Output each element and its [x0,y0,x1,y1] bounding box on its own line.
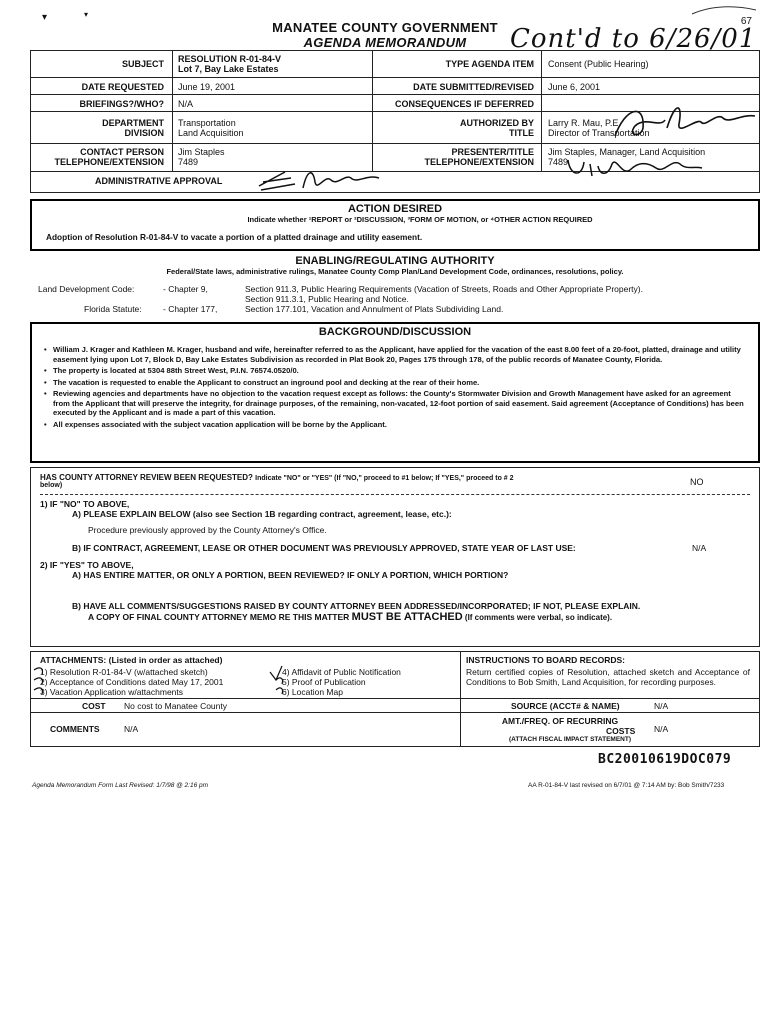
scan-mark: ▾ [42,12,48,23]
handwritten-note: Cont'd to 6/26/01 [510,24,757,54]
q1b-answer: N/A [692,543,707,553]
cost-label: COST [82,701,106,711]
q2-label: 2) IF "YES" TO ABOVE, [40,560,134,570]
list-item: • The vacation is requested to enable the Applicant to construct an inground pool and decking at the rear of their home. [44,378,744,388]
source-label: SOURCE (ACCT# & NAME) [511,701,620,711]
authority-row1-chapter: - Chapter 9, [163,284,208,294]
divider [30,712,760,713]
admin-approval-label: ADMINISTRATIVE APPROVAL [95,176,223,186]
consequences-label: CONSEQUENCES IF DEFERRED [394,99,534,109]
attorney-question-note-2: below) [40,482,63,489]
attorney-question-note: Indicate "NO" or "YES" (If "NO," proceed to #1 below; If "YES," proceed to # 2 [255,475,514,482]
org-name: MANATEE COUNTY GOVERNMENT [272,20,498,35]
authority-title: ENABLING/REGULATING AUTHORITY [295,255,495,267]
scan-mark-2: ▾ [84,10,89,19]
comments-label: COMMENTS [50,724,100,734]
attachment-item: 2) Acceptance of Conditions dated May 17, 2001 [40,677,224,687]
background-title: BACKGROUND/DISCUSSION [318,326,472,338]
check-marks [30,664,300,700]
attachment-item: 3) Vacation Application w/attachments [40,687,184,697]
background-list [44,345,744,431]
authorized-value: Larry R. Mau, P.E. [548,118,621,128]
col-divider [460,651,461,747]
date-requested-value: June 19, 2001 [178,82,236,92]
amt-label-3: (ATTACH FISCAL IMPACT STATEMENT) [508,736,632,743]
authority-row2-label: Florida Statute: [84,304,142,314]
dashed-divider [40,494,750,495]
q2a-label: A) HAS ENTIRE MATTER, OR ONLY A PORTION, BEEN REVIEWED? IF ONLY A PORTION, WHICH PORTION? [72,570,509,580]
col-divider [172,50,173,171]
type-label: TYPE AGENDA ITEM [445,59,534,69]
list-item: • The property is located at 5304 88th Street West, P.I.N. 76574.0520/0. [44,366,744,376]
type-value: Consent (Public Hearing) [548,59,649,69]
amt-label-1: AMT./FREQ. OF RECURRING [501,716,619,726]
q2b-line2-text: A COPY OF FINAL COUNTY ATTORNEY MEMO RE THIS MATTER [88,612,352,622]
telephone-label: TELEPHONE/EXTENSION [54,157,164,167]
list-item: • All expenses associated with the subject vacation application will be borne by the Applicant. [44,420,744,430]
date-requested-label: DATE REQUESTED [81,82,164,92]
authority-row2-text: Section 177.101, Vacation and Annulment of Plats Subdividing Land. [245,304,504,314]
amt-value: N/A [654,724,669,734]
title-label: TITLE [509,128,534,138]
divider [30,77,760,78]
contact-label: CONTACT PERSON [80,147,164,157]
attachment-item: 6) Location Map [282,687,343,697]
cost-value: No cost to Manatee County [124,701,228,711]
authority-row1-label: Land Development Code: [38,284,135,294]
q2b-line2 [88,611,612,623]
authority-row2-chapter: - Chapter 177, [163,304,218,314]
action-text: Adoption of Resolution R-01-84-V to vacate a portion of a platted drainage and utility easement. [46,232,423,242]
department-value: Transportation [178,118,236,128]
briefings-value: N/A [178,99,194,109]
division-value: Land Acquisition [178,128,244,138]
q2b-line2-note: (If comments were verbal, so indicate). [462,613,613,622]
attachment-item: 4) Affidavit of Public Notification [282,667,401,677]
presenter-signature [560,150,710,182]
subject-label: SUBJECT [121,59,164,69]
briefings-label: BRIEFINGS?/WHO? [79,99,164,109]
page-number: 67 [740,16,752,27]
date-submitted-value: June 6, 2001 [548,82,601,92]
list-item: • Reviewing agencies and departments have no objection to the vacation request except as follows: the County's Stormwater Division and Growth Management have asked for an agreement from the Applicant that will preserve the integrity, for drainage purposes, of the remaining, non-vacated, 12-foot portion of said easement. Said agreement (Acceptance of Conditions) has been executed by the Applicant and is made a part of this vacation. [44,389,744,418]
admin-signature [255,164,395,194]
action-title: ACTION DESIRED [347,203,443,215]
presenter-tel-label: TELEPHONE/EXTENSION [424,157,534,167]
attachment-item: 5) Proof of Publication [282,677,366,687]
authority-row1-text1: Section 911.3, Public Hearing Requirements (Vacation of Streets, Roads and Other Appropriate Property). [245,284,643,294]
list-item: • William J. Krager and Kathleen M. Krager, husband and wife, hereinafter referred to as the Applicant, have applied for the vacation of the east 8.00 feet of a 20-foot, platted, drainage and utility easement lying upon Lot 7, Block D, Bay Lake Estates Subdivision as recorded in Plat Book 20, Pages 175 through 178, of the public records of Manatee County, Florida. [44,345,744,364]
instructions-title: INSTRUCTIONS TO BOARD RECORDS: [466,655,625,665]
date-submitted-label: DATE SUBMITTED/REVISED [413,82,534,92]
attorney-question-text: HAS COUNTY ATTORNEY REVIEW BEEN REQUESTED? [40,473,253,482]
corner-mark [690,4,760,18]
authority-row1-text2: Section 911.3.1, Public Hearing and Notice. [245,294,409,304]
subject-value-2: Lot 7, Bay Lake Estates [178,64,279,74]
action-instruction: Indicate whether ¹REPORT or ²DISCUSSION, ³FORM OF MOTION, or ⁴OTHER ACTION REQUIRED [247,215,593,224]
authority-subtitle: Federal/State laws, administrative rulings, Manatee County Comp Plan/Land Development Code, ordinances, resolutions, policy. [166,267,624,276]
authorized-label: AUTHORIZED BY [460,118,534,128]
title-value: Director of Transportation [548,128,650,138]
instructions-text: Return certified copies of Resolution, attached sketch and Acceptance of Conditions to Bob Smith, Land Acquisition, for recording purposes. [466,667,750,687]
amt-label-2: COSTS [606,726,636,736]
telephone-value: 7489 [178,157,199,167]
department-label: DEPARTMENT [102,118,164,128]
doc-id: BC20010619DOC079 [598,752,732,767]
q1a-label: A) PLEASE EXPLAIN BELOW (also see Section 1B regarding contract, agreement, lease, etc.): [72,509,452,519]
contact-value: Jim Staples [178,147,225,157]
presenter-label: PRESENTER/TITLE [451,147,534,157]
q2b-must-attach: MUST BE ATTACHED [351,611,463,623]
footer-right: AA R-01-84-V last revised on 6/7/01 @ 7:14 AM by: Bob Smith/7233 [528,782,725,789]
footer-left: Agenda Memorandum Form Last Revised: 1/7/98 @ 2:16 pm [32,782,209,789]
division-label: DIVISION [124,128,164,138]
attorney-question [40,473,514,482]
attachment-item: 1) Resolution R-01-84-V (w/attached sketch) [40,667,208,677]
subject-value-1: RESOLUTION R-01-84-V [178,54,282,64]
col-divider [541,50,542,171]
divider [30,143,760,144]
q1b-label: B) IF CONTRACT, AGREEMENT, LEASE OR OTHER DOCUMENT WAS PREVIOUSLY APPROVED, STATE YEAR OF LAST USE: [72,543,576,553]
divider [30,94,760,95]
comments-value: N/A [124,724,139,734]
authorized-signature [605,98,760,143]
q1-label: 1) IF "NO" TO ABOVE, [40,499,130,509]
presenter-value: Jim Staples, Manager, Land Acquisition [548,147,706,157]
source-value: N/A [654,701,669,711]
attorney-answer: NO [690,477,704,487]
presenter-tel-value: 7489 [548,157,569,167]
attachments-title: ATTACHMENTS: (Listed in order as attached) [40,655,223,665]
q1a-answer: Procedure previously approved by the County Attorney's Office. [88,525,327,535]
q2b-label: B) HAVE ALL COMMENTS/SUGGESTIONS RAISED BY COUNTY ATTORNEY BEEN ADDRESSED/INCORPORATED; IF NOT, PLEASE EXPLAIN. [72,601,641,611]
memo-title: AGENDA MEMORANDUM [303,35,467,50]
